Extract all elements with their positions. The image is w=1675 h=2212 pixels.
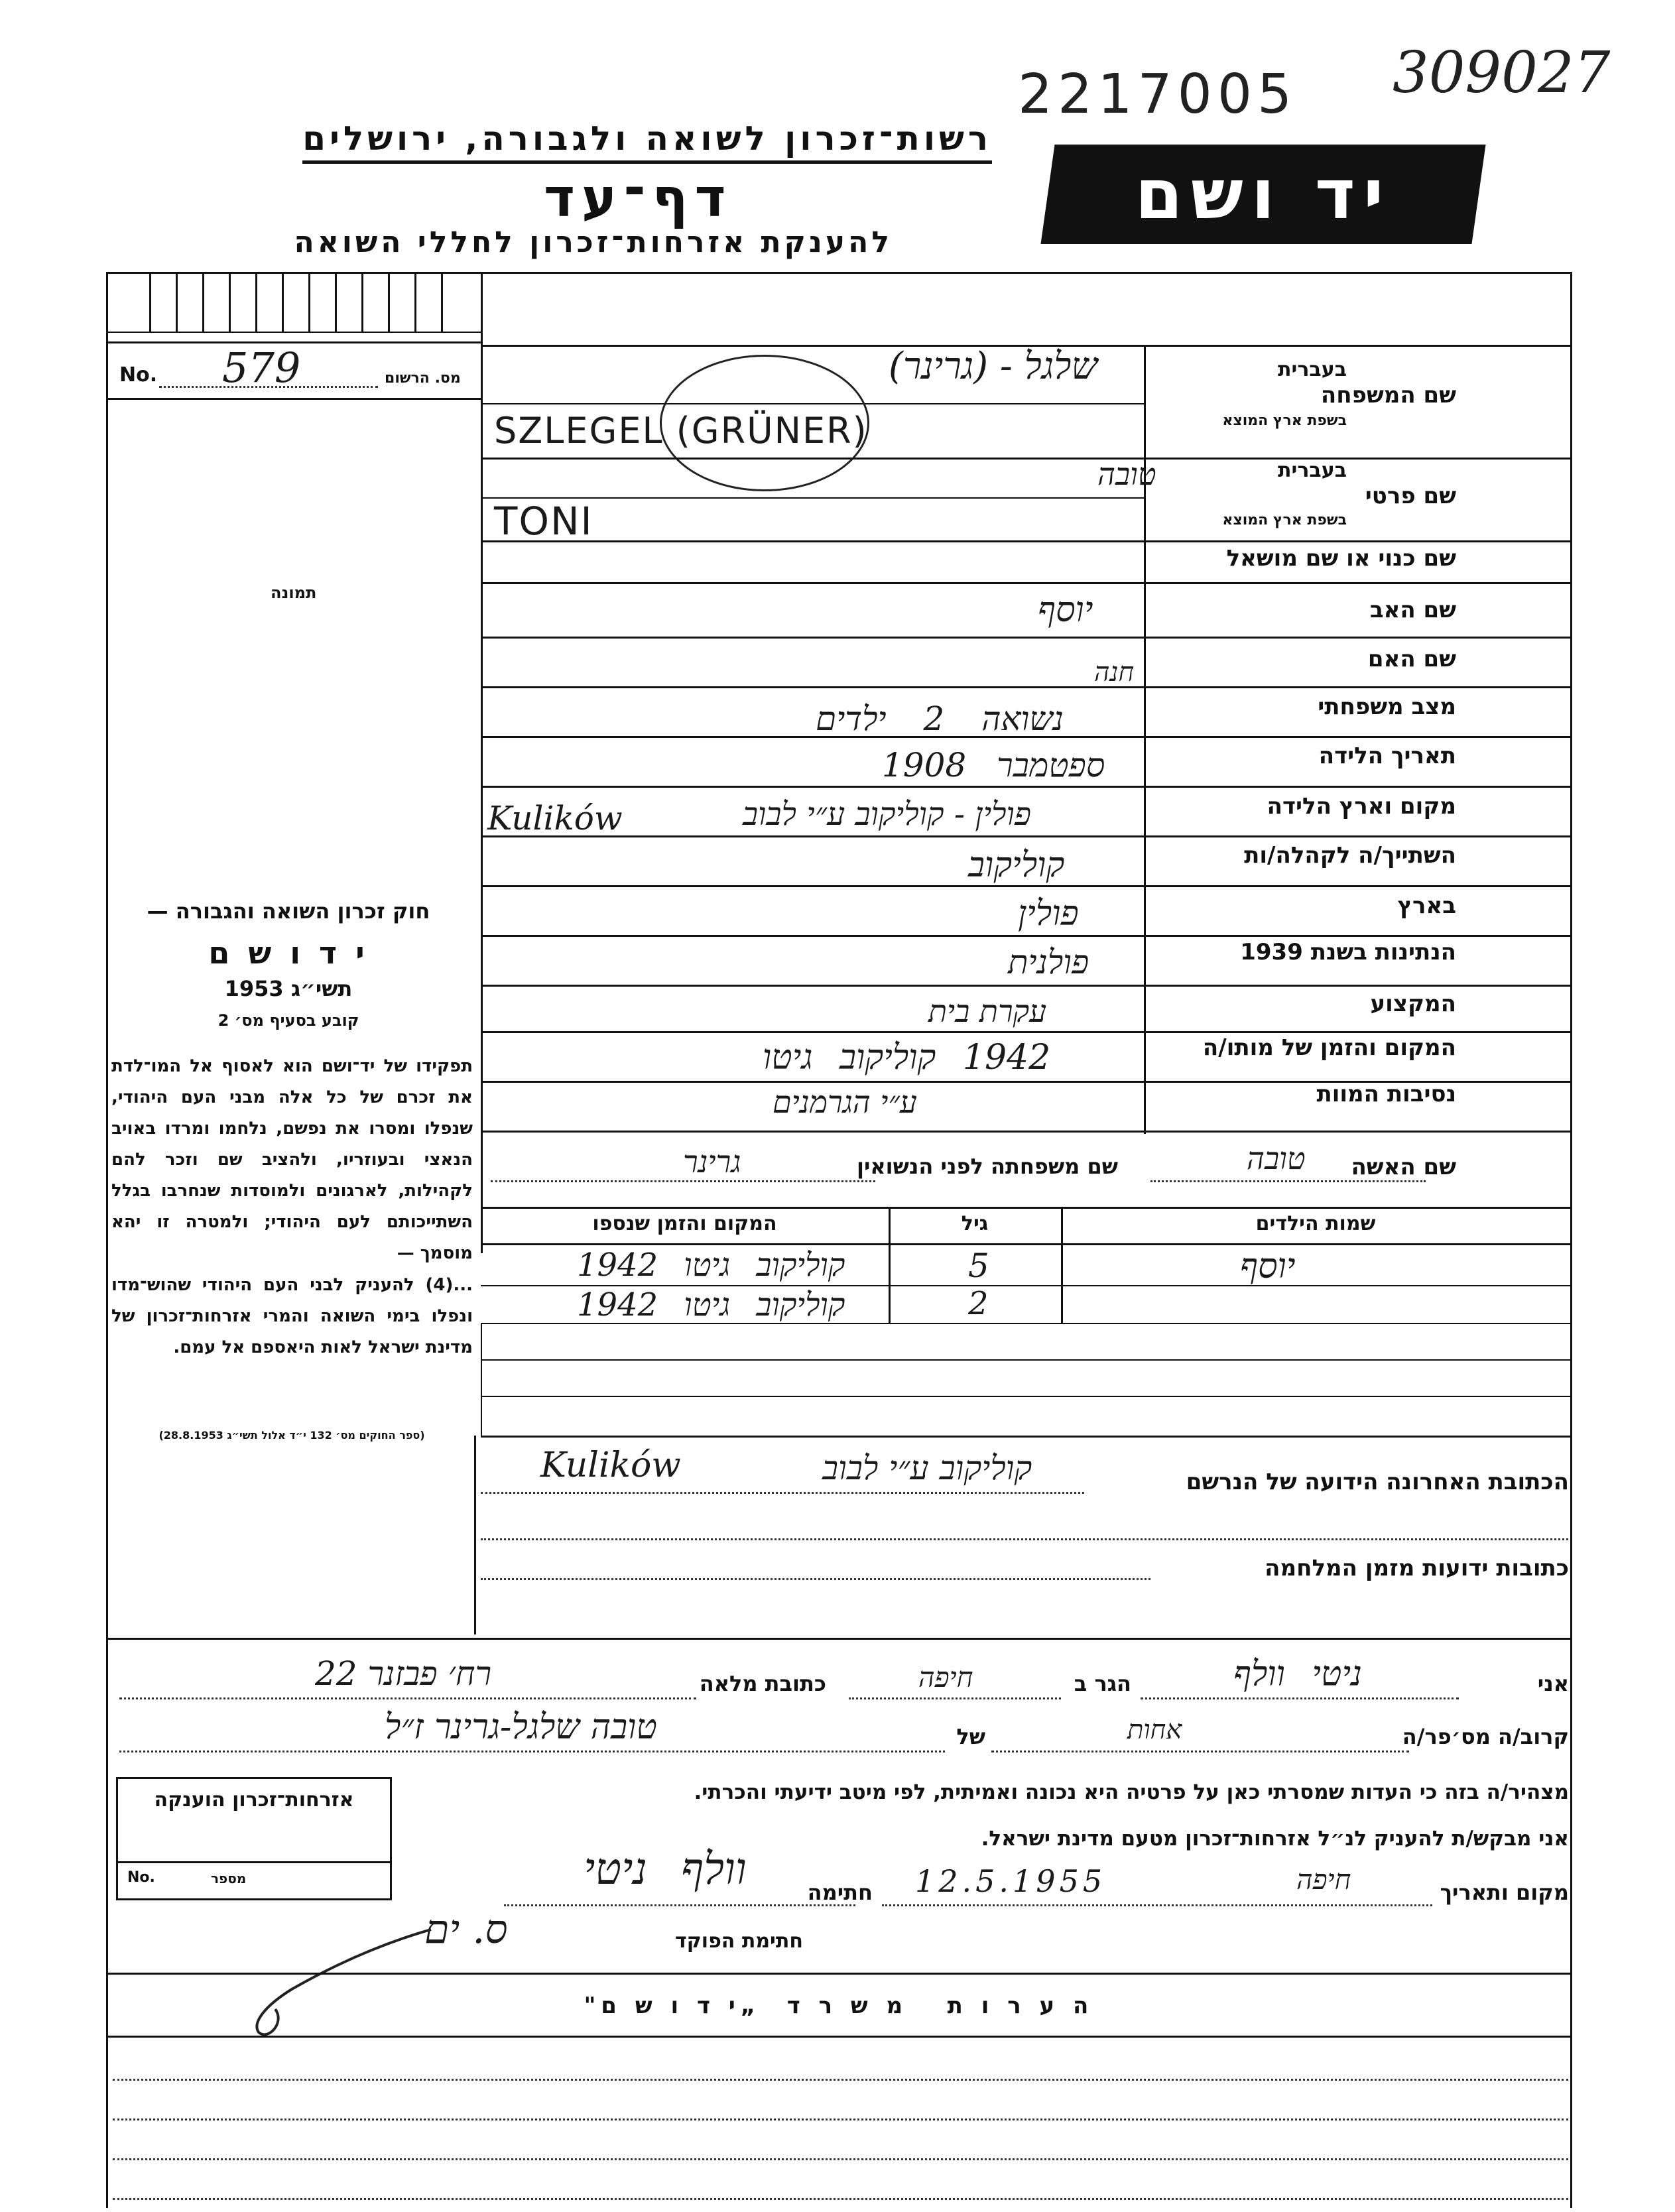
top-box-divider — [106, 332, 481, 333]
citizenship-box-number-label: מספר — [211, 1871, 247, 1886]
children-death-header: המקום והזמן שנספו — [592, 1212, 777, 1235]
birth-place-hebrew-value: פולין - קוליקוב ע״י לבוב — [743, 796, 1032, 833]
citizenship-box-title: אזרחות־זכרון הוענקה — [154, 1788, 354, 1812]
declarant-address: רח׳ פבזנר 22 — [315, 1654, 492, 1693]
registration-number: 579 — [222, 343, 301, 392]
first-name-origin-value: TONI — [494, 499, 593, 544]
handwritten-reference: 309027 — [1393, 40, 1611, 106]
law-name: י ד ו ש ם — [208, 935, 369, 971]
children-names-header: שמות הילדים — [1255, 1212, 1376, 1235]
declarant-name: ניטי וולף — [1233, 1654, 1362, 1694]
registration-no-label: No. — [119, 363, 158, 387]
last-address-hebrew-value: קוליקוב ע״י לבוב — [822, 1449, 1032, 1487]
declarant-signature: וולף ניטי — [584, 1843, 747, 1894]
relation-value: אחות — [1127, 1715, 1182, 1745]
declarant-city: חיפה — [918, 1661, 973, 1693]
form-title: דף־עד — [544, 167, 733, 229]
law-paragraph-1: תפקידו של יד־ושם הוא לאסוף אל המו־לדת את זכרם של כל אלה מבני העם היהודי, שנפלו ומסרו את נפשם, נלחמו ומרדו באויב הנאצי ובעוזריו, ולהציב שם וזכר להם לקהילות, לארגונים ולמוסדות שנחרבו בגלל השתייכותם לעם היהודי; ולמטרה זו יהא מוסמך — — [111, 1056, 473, 1263]
officer-signature-label: חתימת הפוקד — [675, 1930, 803, 1953]
family-name-hebrew-value: שלגל - (גרינר) — [889, 345, 1098, 388]
place-value: חיפה — [1296, 1863, 1351, 1896]
form-subtitle: להענקת אזרחות־זכרון לחללי השואה — [294, 225, 893, 259]
child-2-death: קוליקוב גיטו 1942 — [577, 1286, 845, 1323]
death-circumstances-value: ע״י הגרמנים — [773, 1084, 917, 1120]
first-name-hebrew-sublabel: בעברית — [1278, 459, 1347, 482]
marital-status-label: מצב משפחתי — [1318, 694, 1456, 720]
frame-right — [1570, 272, 1572, 2208]
first-name-hebrew-value: טובה — [1097, 456, 1156, 492]
law-clause: קובע בסעיף מס׳ 2 — [217, 1011, 359, 1030]
first-name-origin-sublabel: בשפת ארץ המוצא — [1222, 512, 1347, 528]
mother-label: שם האם — [1367, 646, 1456, 672]
birth-date-label: תאריך הלידה — [1318, 743, 1456, 769]
wife-maiden-name-value: גרינר — [683, 1144, 741, 1180]
law-paragraph-2: ...(4) להעניק לבני העם היהודי שהוש־מדו ונפלו בימי השואה והמרי אזרחות־זכרון של מדינת ישראל לאות היאספם אל עמם. — [111, 1275, 473, 1357]
frame-left — [106, 272, 108, 2208]
citizenship-1939-label: הנתינות בשנת 1939 — [1240, 939, 1456, 965]
remarks-title: ה ע ר ו ת מ ש ר ד „י ד ו ש ם" — [584, 1993, 1094, 2019]
father-label: שם האב — [1369, 597, 1456, 623]
citizenship-1939-value: פולנית — [1008, 943, 1089, 981]
country-value: פולין — [1018, 894, 1079, 934]
place-date-label: מקום ותאריך — [1440, 1880, 1569, 1905]
logo-text: יד ושם — [1135, 154, 1392, 235]
registration-label: מס. הרשום — [385, 370, 461, 387]
left-column-divider — [481, 272, 483, 1253]
family-name-origin-sublabel: בשפת ארץ המוצא — [1222, 412, 1347, 429]
law-source: (ספר החוקים מס׳ 132 י״ד אלול תשי״ג 28.8.1953) — [158, 1429, 425, 1442]
last-address-label: הכתובת האחרונה הידועה של הנרשם — [1186, 1469, 1569, 1495]
frame-top — [106, 272, 1572, 274]
wife-name-label: שם האשה — [1351, 1154, 1456, 1180]
law-year: תשי״ג 1953 — [224, 976, 353, 1001]
community-value: קוליקוב — [968, 845, 1065, 885]
marital-status-value: נשואה 2 ילדים — [816, 700, 1064, 738]
child-1-name: יוסף — [1240, 1247, 1296, 1286]
request-text: אני מבקש/ת להעניק לנ״ל אזרחות־זכרון מטעם מדינת ישראל. — [981, 1827, 1569, 1851]
country-label: בארץ — [1397, 892, 1456, 919]
birth-date-value: ספטמבר 1908 — [882, 746, 1105, 784]
children-age-header: גיל — [961, 1212, 989, 1235]
stamp-number: 2217005 — [1018, 63, 1298, 126]
wife-name-value: טובה — [1247, 1140, 1306, 1176]
date-value: 12.5.1955 — [915, 1863, 1107, 1899]
first-name-label: שם פרטי — [1365, 483, 1456, 509]
family-name-hebrew-sublabel: בעברית — [1278, 358, 1347, 381]
photo-label: תמונה — [271, 584, 317, 602]
declarant-address-label: כתובת מלאה — [699, 1671, 826, 1696]
birth-place-latin-value: Kulików — [487, 799, 623, 837]
declarant-i-label: אני — [1537, 1671, 1569, 1696]
last-address-latin-value: Kulików — [540, 1445, 681, 1485]
mother-value: חנה — [1094, 657, 1135, 688]
child-1-age: 5 — [968, 1247, 989, 1285]
community-label: השתייך/ה לקהלה/ות — [1244, 842, 1456, 869]
declaration-text: מצהיר/ה בזה כי העדות שמסרתי כאן על פרטיה היא נכונה ואמיתית, לפי מיטב ידיעתי והכרתי. — [694, 1780, 1569, 1804]
occupation-value: עקרת בית — [928, 993, 1047, 1029]
child-1-death: קוליקוב גיטו 1942 — [577, 1247, 845, 1284]
citizenship-box-no: No. — [127, 1869, 155, 1886]
death-place-value: 1942 קוליקוב גיטו — [763, 1038, 1051, 1077]
child-2-age: 2 — [968, 1285, 989, 1322]
officer-signature: ס. ים — [424, 1906, 508, 1953]
father-value: יוסף — [1038, 590, 1093, 630]
citizenship-granted-box — [116, 1777, 392, 1900]
of-label: של — [956, 1724, 985, 1749]
officer-signature-flourish — [239, 1923, 438, 2042]
occupation-label: המקצוע — [1370, 991, 1456, 1017]
family-name-label: שם המשפחה — [1320, 382, 1456, 408]
of-value: טובה שלגל-גרינר ז״ל — [385, 1707, 657, 1747]
death-circumstances-label: נסיבות המוות — [1316, 1081, 1456, 1107]
nickname-label: שם כנוי או שם מושאל — [1226, 545, 1456, 572]
wife-maiden-name-label: שם משפחתה לפני הנשואין — [856, 1154, 1118, 1179]
death-place-label: המקום והזמן של מותו/ה — [1202, 1034, 1456, 1061]
birth-place-label: מקום וארץ הלידה — [1267, 793, 1456, 820]
relation-label: קרוב/ה מס׳פר/ה — [1402, 1724, 1569, 1749]
declarant-resides-label: הגר ב — [1074, 1671, 1131, 1696]
war-address-label: כתובות ידועות מזמן המלחמה — [1265, 1555, 1569, 1581]
signature-label: חתימה — [807, 1880, 873, 1905]
yad-vashem-logo — [1040, 145, 1485, 244]
law-title: חוק זכרון השואה והגבורה — — [147, 898, 430, 924]
family-name-origin-value: SZLEGEL (GRÜNER) — [494, 410, 868, 452]
family-name-bracket-oval — [660, 355, 869, 491]
authority-title: רשות־זכרון לשואה ולגבורה, ירושלים — [302, 119, 992, 164]
